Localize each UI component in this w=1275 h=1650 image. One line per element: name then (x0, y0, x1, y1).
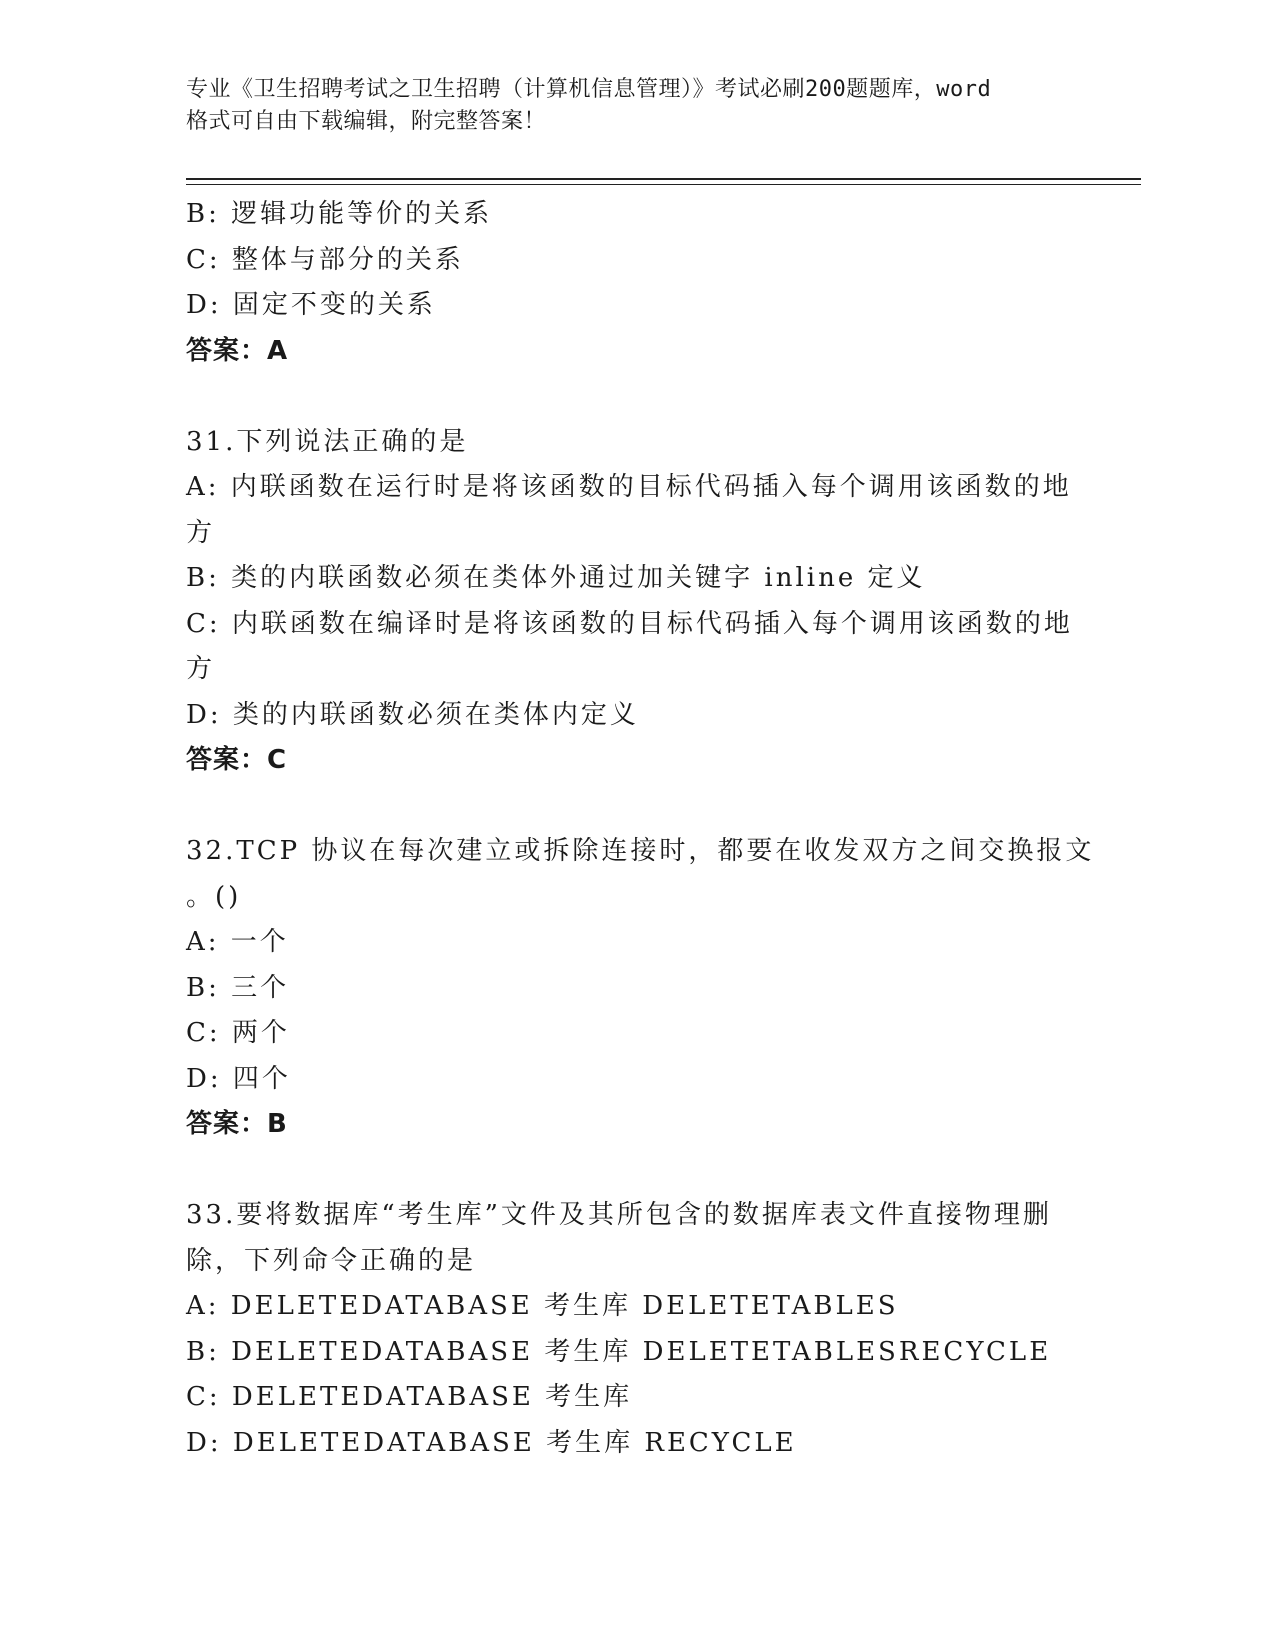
spacer (186, 374, 1066, 420)
option-line: B: 三个 (186, 972, 290, 1003)
option-line: A: 一个 (186, 927, 289, 957)
question-stem-continued: 。() (186, 881, 242, 912)
question-content (186, 192, 1095, 1466)
answer-line: 答案：B (186, 1109, 288, 1139)
option-line: B: 逻辑功能等价的关系 (186, 199, 493, 229)
spacer (186, 1148, 1066, 1194)
answer-line: 答案：A (186, 335, 289, 366)
header-line-2: 格式可自由下载编辑，附完整答案！ (186, 109, 547, 134)
option-line: C: 两个 (186, 1018, 290, 1048)
answer-line: 答案：C (186, 745, 288, 775)
document-header (186, 74, 1086, 138)
option-line: A: 内联函数在运行时是将该函数的目标代码插入每个调用该函数的地 (186, 472, 1072, 502)
question-stem: 32.TCP 协议在每次建立或拆除连接时，都要在收发双方之间交换报文 (186, 836, 1095, 866)
option-line: D: DELETEDATABASE 考生库 RECYCLE (186, 1427, 797, 1458)
question-stem: 33.要将数据库“考生库”文件及其所包含的数据库表文件直接物理删 (186, 1200, 1052, 1230)
option-line: D: 固定不变的关系 (186, 290, 436, 320)
option-line-continued: 方 (186, 654, 216, 684)
option-line: D: 类的内联函数必须在类体内定义 (186, 699, 639, 730)
option-line-continued: 方 (186, 517, 216, 548)
option-line: C: DELETEDATABASE 考生库 (186, 1382, 633, 1412)
question-stem: 31.下列说法正确的是 (186, 426, 469, 457)
option-line: A: DELETEDATABASE 考生库 DELETETABLES (186, 1291, 899, 1321)
question-stem-continued: 除，下列命令正确的是 (186, 1245, 477, 1276)
spacer (186, 784, 1066, 830)
header-rule-thin (186, 184, 1141, 185)
header-line-1: 专业《卫生招聘考试之卫生招聘（计算机信息管理）》考试必刷200题题库，word (186, 77, 992, 102)
option-line: B: DELETEDATABASE 考生库 DELETETABLESRECYCLE (186, 1336, 1052, 1367)
option-line: C: 内联函数在编译时是将该函数的目标代码插入每个调用该函数的地 (186, 608, 1073, 639)
header-rule-thick (186, 178, 1141, 180)
option-line: C: 整体与部分的关系 (186, 244, 464, 275)
option-line: D: 四个 (186, 1063, 291, 1094)
option-line: B: 类的内联函数必须在类体外通过加关键字 inline 定义 (186, 563, 926, 593)
